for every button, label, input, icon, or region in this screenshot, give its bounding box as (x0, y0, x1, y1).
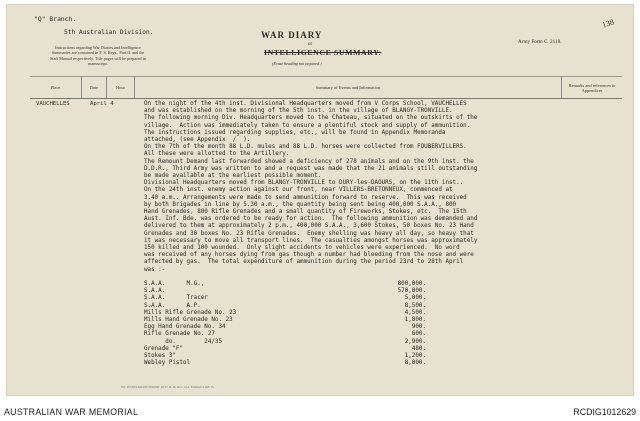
entry-body (144, 101, 477, 274)
page-subtitle: INTELLIGENCE SUMMARY. (264, 48, 382, 57)
entry-line: and was established on the morning of the 5th inst. in the village of BLANGY-TRONVILLE. (144, 108, 453, 115)
column-place: Place (30, 77, 82, 99)
ammunition-qty: 800,000. (397, 281, 426, 287)
form-number: Army Form C. 2118. (518, 39, 562, 45)
handwritten-page-number: 138 (600, 17, 616, 30)
ammunition-item: S.A.A. Tracer (144, 295, 208, 302)
archive-reference: RCDIG1012629 (573, 407, 636, 417)
remarks-cell (562, 99, 623, 392)
ammunition-item: S.A.A. M.G., (144, 281, 205, 287)
entry-line: 3.40 a.m.. Arrangements were made to send ammunition forward to reserve. This was received (144, 194, 467, 201)
column-remarks: Remarks and references to Appendices (562, 77, 623, 99)
entry-line: affected by gas. The total expenditure of ammunition during the period 23rd to 28th April (144, 259, 464, 266)
entry-line: by both Brigades in line by 5.30 a.m., the quantity being sent being 400,000 S.A.A., 800 (144, 201, 457, 208)
entry-line: attached, (see Appendix / ). (144, 137, 251, 144)
ammunition-qty: 600. (411, 331, 426, 338)
place-cell (30, 99, 82, 392)
entry-line: village. Action was immediately taken to ensure a plentiful stock and supply of ammunition. (144, 122, 471, 129)
ammunition-qty: 1,800. (404, 316, 426, 323)
entry-line: On the night of the 4th inst. Divisional Headquarters moved from V Corps School, VAUCHELLES (144, 101, 467, 107)
entry-line: be made available at the earliest possible moment. (144, 173, 322, 180)
entry-line: it was necessary to move all transport lines. The casualties amongst horses was approximately (144, 237, 478, 244)
ammunition-qty: 1,200. (404, 352, 426, 359)
branch-label: "Q" Branch. (34, 15, 77, 23)
ammunition-item: Rifle Grenade No. 27 (144, 331, 215, 338)
entry-line: was received of any horses dying from gas though a number had bleeding from the nose and were (144, 252, 474, 259)
ammunition-item: Stokes 3" (144, 352, 176, 359)
ammunition-item: S.A.A. A.P. (144, 302, 201, 309)
ammunition-qty: 480. (411, 345, 426, 352)
entry-line: The Remount Demand last forwarded showed a deficiency of 278 animals and on the 9th inst. the (144, 158, 474, 165)
ammunition-item: Egg Hand Grenade No. 34 (144, 324, 226, 331)
erase-note: (Erase heading not required.) (272, 61, 322, 66)
instructions-note: Instructions regarding War Diaries and Intelligence Summaries are contained in F. S. Regs., Part II. and the Staff Manual respectively. Title pages will be prepared in manuscript. (50, 45, 146, 67)
entry-line: On the 7th of the month 88 L.D. mules and 88 L.D. horses were collected from FOUBERVILLERS. (144, 144, 467, 151)
or-text: or (308, 42, 313, 47)
column-hour: Hour (107, 77, 135, 99)
entry-line: Grenades and 30 boxes No. 23 Rifle Grenades. Enemy shelling was heavy all day, so heavy that (144, 230, 474, 237)
date-cell (82, 99, 107, 392)
entry-line: Hand Grenades, 800 Rifle Grenades and a small quantity of Fireworks, Stokes, etc. The 15th (144, 209, 467, 216)
ammunition-qty: 8,000. (404, 360, 426, 367)
entry-line: On the 24th inst. enemy action against our front, near VILLERS-BRETONNEUX, commenced at (144, 187, 453, 194)
ammunition-item: do. 24/35 (144, 338, 223, 345)
entry-line: was :- (144, 266, 166, 273)
ammunition-item: Grenade "F" (144, 345, 184, 352)
entry-line: Aust. Inf. Bde. was ordered to be ready for action. The following ammunition was demanded and (144, 216, 478, 223)
ammunition-qty: 900. (411, 324, 426, 331)
hour-cell (107, 99, 135, 392)
printer-note: Wt. W5193/M1293 500,000 12/17 D. D. & L. Ltd. Forms/C2118/15. (121, 385, 215, 389)
ammunition-item: Mills Hand Grenade No. 23 (144, 316, 233, 323)
ammunition-qty: 4,500. (404, 309, 426, 316)
entry-line: The instructions issued regarding supplies, etc., will be found in Appendix Memoranda (144, 129, 446, 136)
ammunition-item: Webley Pistol (144, 360, 191, 367)
entry-line: The following morning Div. Headquarters moved to the Chateau, situated on the outskirts of the (144, 115, 478, 122)
ammunition-qty: 5,000. (404, 295, 426, 302)
entry-line: All these were allotted to the Artillery. (144, 151, 290, 158)
ammunition-item: Mills Rifle Grenade No. 23 (144, 309, 237, 316)
entry-place: VAUCHELLES (36, 101, 70, 107)
column-summary: Summary of Events and Information (135, 77, 562, 99)
archive-credit: AUSTRALIAN WAR MEMORIAL (4, 407, 139, 417)
division-label: 5th Australian Division. (64, 29, 154, 36)
ammunition-item: S.A.A. (144, 288, 166, 295)
entry-line: delivered to them at approximately 2 p.m., 400,000 S.A.A., 3,600 Stokes, 50 boxes No. 23 Hand (144, 223, 474, 230)
ammunition-qty: 2,900. (404, 338, 426, 345)
ammunition-qty: 8,500. (404, 302, 426, 309)
diary-page (6, 4, 634, 396)
entry-line: Divisional Headquarters moved from BLANGY-TRONVILLE to DURY-les-DAOURS, on the 11th inst.. (144, 180, 464, 187)
ammunition-qty: 570,000. (397, 288, 426, 295)
column-date: Date (82, 77, 107, 99)
entry-line: D.D.R., Third Army was written to and a request was made that the 21 animals still outstanding (144, 165, 478, 172)
entry-date: April 4 (90, 101, 114, 107)
entry-line: 150 killed and 100 wounded. Only slight accidents to vehicles were experienced. No word (144, 245, 460, 252)
page-title: WAR DIARY (261, 30, 323, 40)
